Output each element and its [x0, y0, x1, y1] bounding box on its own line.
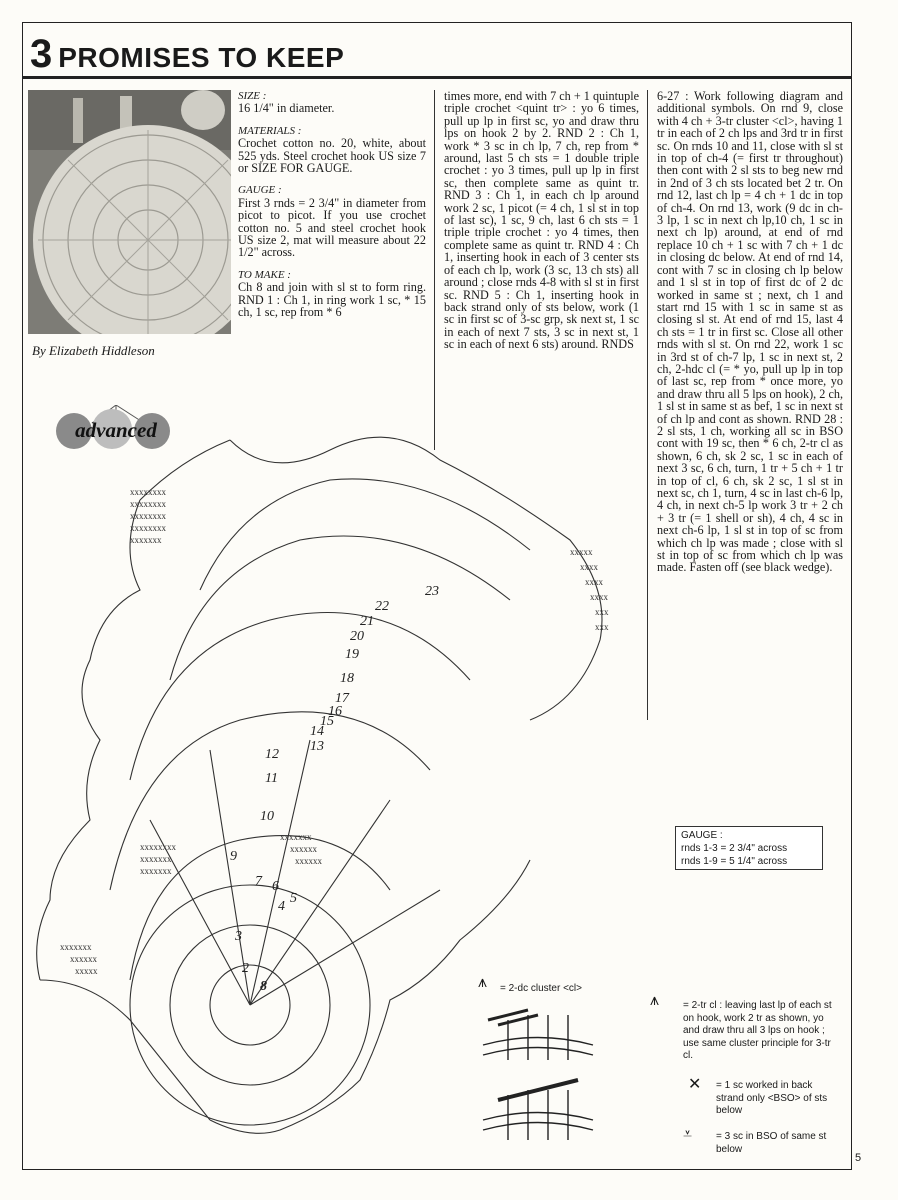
svg-text:xxx: xxx — [595, 607, 609, 617]
three-sc-icon: ⩡ — [683, 1124, 693, 1143]
svg-text:xxxxxx: xxxxxx — [290, 844, 317, 854]
badge-label: advanced — [75, 418, 157, 442]
sc-bso-icon: ✕ — [688, 1074, 702, 1093]
byline: By Elizabeth Hiddleson — [32, 343, 155, 358]
tr-cluster-label: = 2-tr cl : leaving last lp of each st on hook, work 2 tr as shown, yo and draw thru all 3 lps on hook ; use same cluster principle for 3-tr cl. — [683, 1000, 832, 1061]
svg-text:xxxxxxxx: xxxxxxxx — [130, 499, 166, 509]
svg-text:23: 23 — [425, 584, 439, 599]
svg-text:8: 8 — [260, 979, 267, 994]
svg-text:xxxxxxxx: xxxxxxxx — [140, 842, 176, 852]
svg-text:2: 2 — [242, 961, 249, 976]
materials-text: Crochet cotton no. 20, white, about 525 yds. Steel crochet hook US size 7 or SIZE FOR GAUGE. — [238, 136, 426, 176]
svg-text:xxxxxxx: xxxxxxx — [60, 942, 92, 952]
svg-text:21: 21 — [360, 614, 374, 629]
page-number: 5 — [855, 1152, 862, 1164]
svg-text:xxxx: xxxx — [580, 562, 598, 572]
svg-text:20: 20 — [350, 629, 364, 644]
svg-text:16: 16 — [328, 704, 342, 719]
svg-text:xxxxxxx: xxxxxxx — [140, 854, 172, 864]
column-divider-1 — [434, 90, 435, 450]
svg-text:18: 18 — [340, 671, 354, 686]
page-title — [30, 32, 344, 77]
svg-text:4: 4 — [278, 899, 285, 914]
svg-text:xxx: xxx — [595, 622, 609, 632]
dc-cluster-label: = 2-dc cluster <cl> — [500, 983, 582, 994]
make-heading: TO MAKE : — [238, 268, 291, 281]
svg-text:6: 6 — [272, 879, 279, 894]
gauge-box — [675, 826, 823, 870]
make-text: Ch 8 and join with sl st to form ring. RND 1 : Ch 1, in ring work 1 sc, * 15 ch, 1 sc, rep from * 6 — [238, 280, 426, 320]
svg-text:xxxxxxxx: xxxxxxxx — [130, 523, 166, 533]
size-text: 16 1/4" in diameter. — [238, 101, 335, 116]
svg-text:14: 14 — [310, 724, 324, 739]
svg-text:xxxxxxx: xxxxxxx — [280, 832, 312, 842]
svg-text:xxxxx: xxxxx — [570, 547, 593, 557]
tr-cluster-icon: ⩚ — [650, 990, 660, 1009]
svg-text:xxxx: xxxx — [590, 592, 608, 602]
col3-text: 6-27 : Work following diagram and additional symbols. On rnd 9, close with 4 ch + 3-tr cluster <cl>, having 1 tr in each of 2 ch lps and 3rd tr in first sc. On rnds 10 and 11, close with sl st in top of ch-4 (= first tr throughout) then cont with 2 sl sts to beg new rnd in 2nd of 3 ch sts located bet 2 tr. On rnd 12, last ch lp = 4 ch + 1 dc in top of ch-4. On rnd 13, work (9 dc in ch-3 lp, 1 sc in next ch lp,10 ch, 1 sc in next ch lp) around, at end of rnd replace 10 ch + 1 sc with 7 ch + 1 dc in closing dc below. At end of rnd 14, cont with 7 sc in closing ch lp below and 1 sl st in top of first dc of 2 dc worked in same st ; next, ch 1 and start rnd 15 with 1 sc in same st as closing sl st. At end of rnd 15, last 4 ch sts = 1 tr in first sc. Close all other rnds with sl st. On rnd 22, work 1 sc in 3rd st of ch-7 lp, 1 sc in next st, 2 ch, 2-hdc cl (= * yo, pull up lp in top of last sc, rep from * once more, yo and draw thru all 5 lps on hook), 2 ch, 1 sl st in same st as bef, 1 sc in next st of ch lp and cont as shown. RND 28 : 2 sl sts, 1 ch, working all sc in BSO cont with 19 sc, then * 6 ch, 2-tr cl as shown, 6 ch, sk 2 sc, 1 sc in each of next 3 sc, 6 ch, turn, 1 tr + 5 ch + 1 tr in top of cl, 6 ch, sk 2 sc, 1 sl st in next sc, ch 1, turn, 4 sc in last ch-6 lp, 4 ch, in next ch-5 lp work 3 tr + 2 ch + 3 tr (= 1 shell or sh), 4 ch, 4 sc in next ch-6 lp, 1 sl st in top of sc from which ch lp was made ; close with sl st in top of sc from which ch lp was made. Fasten off (see black wedge). — [657, 89, 843, 575]
sc-bso-label: = 1 sc worked in back strand only <BSO> of sts below — [716, 1080, 828, 1116]
gauge-heading: GAUGE : — [238, 184, 282, 197]
svg-text:xxxxx: xxxxx — [75, 966, 98, 976]
svg-text:xxxx: xxxx — [585, 577, 603, 587]
gauge-box-line-2: rnds 1-9 = 5 1/4" across — [681, 856, 788, 867]
svg-text:9: 9 — [230, 849, 237, 864]
svg-text:xxxxxx: xxxxxx — [295, 856, 322, 866]
gauge-text: First 3 rnds = 2 3/4" in diameter from picot to picot. If you use crochet cotton no. 5 and steel crochet hook US size 2, mat will measure about 22 1/2" across. — [238, 195, 426, 260]
svg-text:12: 12 — [265, 747, 279, 762]
pattern-title: PROMISES TO KEEP — [58, 42, 345, 73]
pattern-number: 3 — [30, 32, 53, 76]
svg-text:3: 3 — [235, 929, 242, 944]
svg-text:7: 7 — [255, 874, 262, 889]
svg-text:xxxxxxxx: xxxxxxxx — [130, 487, 166, 497]
svg-text:11: 11 — [265, 771, 278, 786]
svg-text:15: 15 — [320, 714, 334, 729]
col2-text: times more, end with 7 ch + 1 quintuple triple crochet <quint tr> : yo 6 times, pull up lp in first sc, yo and draw thru lps on hook 2 by 2. RND 2 : Ch 1, work * 3 sc in ch lp, 7 ch, rep from * around, last 5 ch sts = 1 double triple crochet : yo 3 times, pull up lp in first sc, then complete same as quint tr. RND 3 : Ch 1, in each ch lp around work 2 sc, 1 picot (= 4 ch, 1 sl st in top of last sc), 1 sc, 9 ch, last 6 ch sts = 1 triple triple crochet : yo 4 times, then complete same as quint tr. RND 4 : Ch 1, inserting hook in each of 3 center sts of each ch lp, work (3 sc, 13 ch sts) all around ; close rnds 4-8 with sl st in first sc. RND 5 : Ch 1, inserting hook in back strand only of sts below, work (1 sc in first sc of 3-sc grp, sk next st, 1 sc in each of next 7 sts, 3 sc in next st, 1 sc in each of next 6 sts) around. RNDS — [444, 89, 639, 352]
svg-text:xxxxxxx: xxxxxxx — [130, 535, 162, 545]
svg-text:17: 17 — [335, 691, 349, 706]
title-rule — [22, 76, 852, 79]
svg-text:13: 13 — [310, 739, 324, 754]
instructions-column-2 — [444, 90, 639, 351]
instructions-column-3 — [657, 90, 843, 574]
svg-text:xxxxxxx: xxxxxxx — [140, 866, 172, 876]
dc-cluster-icon: ⩚ — [478, 972, 488, 991]
svg-text:22: 22 — [375, 599, 389, 614]
svg-text:xxxxxxxx: xxxxxxxx — [130, 511, 166, 521]
stitch-illustration — [478, 1000, 598, 1150]
instructions-column-1 — [238, 90, 426, 319]
gauge-box-line-1: rnds 1-3 = 2 3/4" across — [681, 843, 788, 854]
svg-text:10: 10 — [260, 809, 274, 824]
three-sc-label: = 3 sc in BSO of same st below — [716, 1131, 827, 1155]
materials-heading: MATERIALS : — [238, 124, 302, 137]
gauge-box-heading: GAUGE : — [681, 830, 723, 841]
svg-text:xxxxxx: xxxxxx — [70, 954, 97, 964]
doily-photo — [28, 90, 231, 334]
size-heading: SIZE : — [238, 90, 267, 102]
svg-text:5: 5 — [290, 891, 297, 906]
svg-text:19: 19 — [345, 647, 359, 662]
